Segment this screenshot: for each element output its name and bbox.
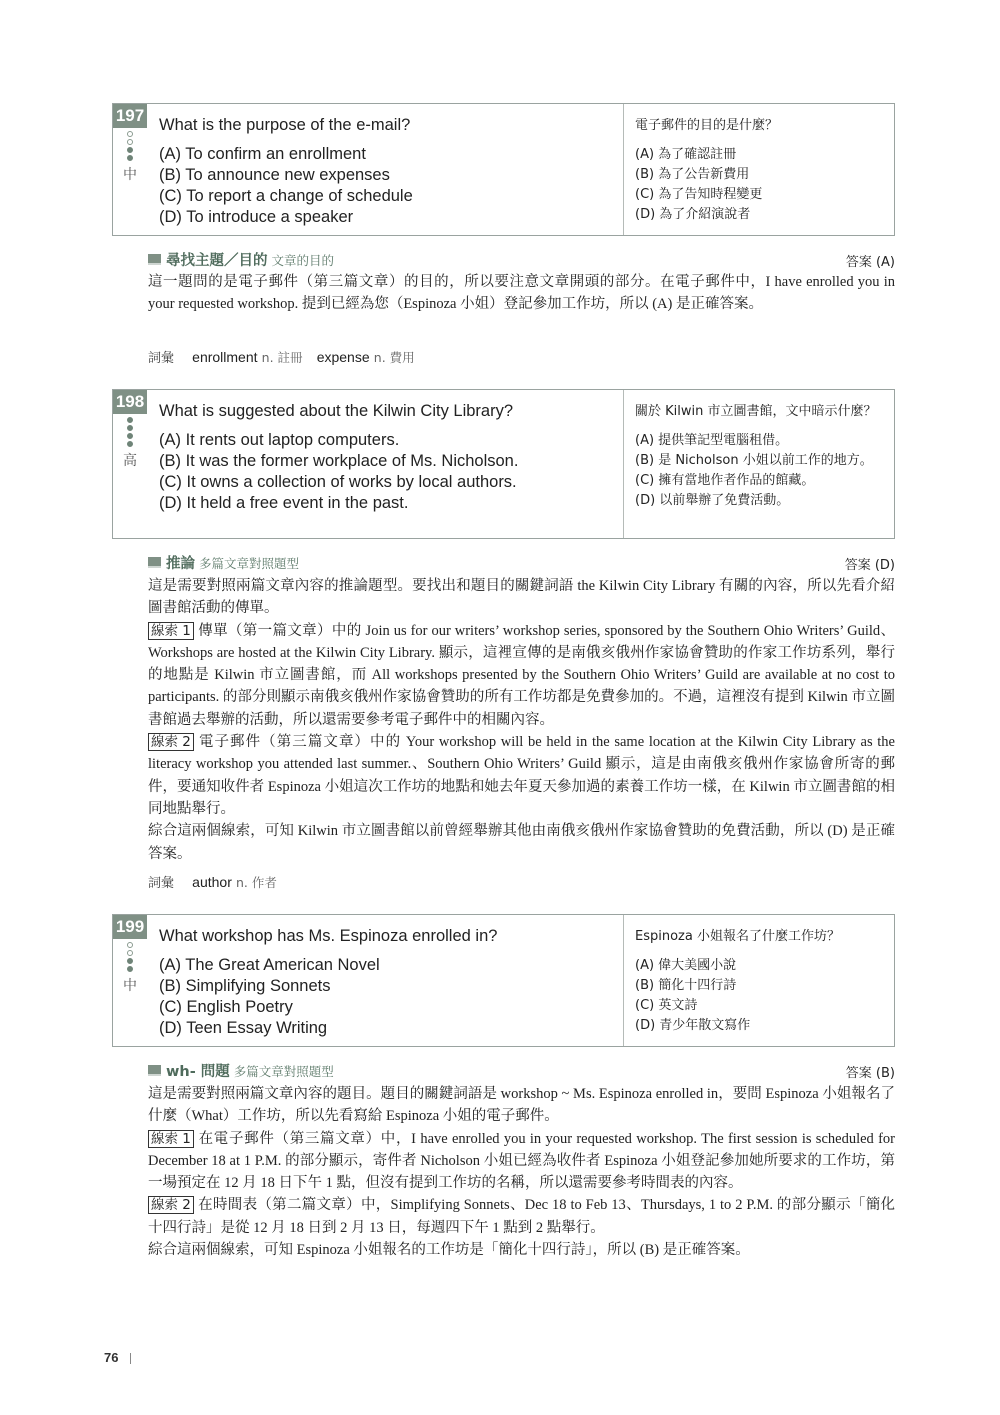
translated-option-a: (A) 提供筆記型電腦租借。 <box>635 433 789 448</box>
question-number: 199 <box>113 915 147 939</box>
difficulty-dot-icon <box>127 958 133 964</box>
explanation-paragraph: 這一題問的是電子郵件（第三篇文章）的目的，所以要注意文章開頭的部分。在電子郵件中，I have enrolled you in your requested workshop. 提到已經為您（Espinoza 小姐）登記參加工作坊，所以 (A) 是正確答案。 <box>148 274 895 313</box>
chinese-translation <box>635 927 885 1036</box>
explanation-header-198 <box>148 552 895 572</box>
explanation-198 <box>148 575 895 865</box>
difficulty-label: 中 <box>123 167 137 183</box>
column-divider <box>623 104 624 235</box>
translated-question: Espinoza 小姐報名了什麼工作坊？ <box>635 929 840 944</box>
clue-text: 電子郵件（第三篇文章）中的 Your workshop will be held in the same location at the Kilwin City Library as the literacy workshop you attended last summer.、Southern Ohio Writers’ Guild 顯示，這是由南俄亥俄州作家協會所寄的郵件，要通知收件者 Espinoza 小姐這次工作坊的地點和她去年夏天參加過的素養工作坊一樣，在 Kilwin 市立圖書館的相同地點舉行。 <box>148 734 895 817</box>
clue-paragraph <box>148 1128 895 1195</box>
translated-option-a: (A) 為了確認註冊 <box>635 147 737 162</box>
clue-text: 傳單（第一篇文章）中的 Join us for our writers’ workshop series, sponsored by the Southern Ohio Writers’ Guild、Workshops are hosted at the Kilwin City Library. 顯示，這裡宣傳的是南俄亥俄州作家協會贊助的作家工作坊系列，舉行的地點是 Kilwin 市立圖書館，而 All workshops presented by the Southern Ohio Writers’ Guild are available at no cost to participants. 的部分則顯示南俄亥俄州作家協會贊助的所有工作坊都是免費參加的。不過，這裡沒有提到 Kilwin 市立圖書館過去舉辦的活動，所以還需要參考電子郵件中的相關內容。 <box>148 622 895 728</box>
question-box-198 <box>112 389 895 539</box>
option-a: (A) The Great American Novel <box>159 956 380 974</box>
translated-option-b: (B) 是 Nicholson 小姐以前工作的地方。 <box>635 453 873 468</box>
question-text: What workshop has Ms. Espinoza enrolled in? <box>159 927 498 945</box>
option-c: (C) To report a change of schedule <box>159 187 413 205</box>
option-c: (C) It owns a collection of works by local authors. <box>159 473 517 491</box>
section-marker-icon <box>148 1065 161 1076</box>
translated-question: 關於 Kilwin 市立圖書館，文中暗示什麼？ <box>635 404 877 419</box>
difficulty-indicator <box>113 416 147 470</box>
difficulty-dot-icon <box>127 155 133 161</box>
clue-text: 在電子郵件（第三篇文章）中，I have enrolled you in your requested workshop. The first session is scheduled for December 18 at 1 P.M. 的部分顯示，寄件者 Nicholson 小姐已經為收件者 Espinoza 小姐登記參加她所要求的工作坊，第一場預定在 12 月 18 日下午 1 點，但沒有提到工作坊的名稱，所以還需要參考時間表的內容。 <box>148 1130 895 1192</box>
vocab-word: expense <box>316 349 370 365</box>
translated-option-a: (A) 偉大美國小說 <box>635 958 737 973</box>
question-category-sub: 多篇文章對照題型 <box>233 1063 334 1079</box>
translated-option-b: (B) 為了公告新費用 <box>635 167 750 182</box>
translated-question: 電子郵件的目的是什麼？ <box>635 118 779 133</box>
difficulty-indicator <box>113 130 147 184</box>
option-b: (B) Simplifying Sonnets <box>159 977 331 995</box>
question-box-199 <box>112 914 895 1047</box>
explanation-intro: 這是需要對照兩篇文章內容的題目。題目的關鍵詞語是 workshop ~ Ms. Espinoza enrolled in，要問 Espinoza 小姐報名了什麼（What）工作坊，所以先看寫給 Espinoza 小姐的電子郵件。 <box>148 1086 895 1125</box>
section-marker-icon <box>148 557 161 568</box>
question-category: wh- 問題 <box>166 1064 230 1080</box>
question-box-197 <box>112 103 895 236</box>
clue-label: 線索 2 <box>148 733 194 751</box>
clue-paragraph <box>148 1194 895 1239</box>
column-divider <box>623 390 624 538</box>
vocab-meaning: n. 註冊 <box>261 350 303 365</box>
option-d: (D) Teen Essay Writing <box>159 1019 328 1037</box>
difficulty-label: 高 <box>123 453 137 469</box>
vocabulary-label: 詞彙 <box>148 351 175 366</box>
option-b: (B) To announce new expenses <box>159 166 390 184</box>
page-number-divider <box>130 1353 131 1364</box>
question-number: 198 <box>113 390 147 414</box>
chinese-translation <box>635 402 885 511</box>
option-b: (B) It was the former workplace of Ms. Nicholson. <box>159 452 519 470</box>
answer-label: 答案 (A) <box>845 255 895 270</box>
clue-text: 在時間表（第二篇文章）中，Simplifying Sonnets、Dec 18 to Feb 13、Thursdays, 1 to 2 P.M. 的部分顯示「簡化十四行詩」是從 12 月 18 日到 2 月 13 日，每週四下午 1 點到 2 點舉行。 <box>148 1197 895 1236</box>
chinese-translation <box>635 116 885 225</box>
explanation-197 <box>148 271 895 316</box>
english-question <box>159 402 614 514</box>
difficulty-indicator <box>113 941 147 995</box>
vocab-word: enrollment <box>192 349 258 365</box>
explanation-header-199 <box>148 1060 895 1080</box>
question-number: 197 <box>113 104 147 128</box>
answer-label: 答案 (B) <box>845 1066 895 1081</box>
explanation-conclusion: 綜合這兩個線索，可知 Kilwin 市立圖書館以前曾經舉辦其他由南俄亥俄州作家協會贊助的免費活動，所以 (D) 是正確答案。 <box>148 823 895 862</box>
option-d: (D) It held a free event in the past. <box>159 494 409 512</box>
clue-label: 線索 1 <box>148 622 194 640</box>
difficulty-dot-icon <box>127 942 133 948</box>
difficulty-dot-icon <box>127 147 133 153</box>
english-question <box>159 927 614 1039</box>
translated-option-b: (B) 簡化十四行詩 <box>635 978 737 993</box>
question-text: What is the purpose of the e-mail? <box>159 116 411 134</box>
clue-paragraph <box>148 620 895 731</box>
translated-option-d: (D) 為了介紹演說者 <box>635 207 751 222</box>
difficulty-dot-icon <box>127 425 133 431</box>
question-text: What is suggested about the Kilwin City Library? <box>159 402 514 420</box>
difficulty-dot-icon <box>127 417 133 423</box>
explanation-199 <box>148 1083 895 1261</box>
vocab-meaning: n. 費用 <box>373 350 415 365</box>
section-marker-icon <box>148 254 161 265</box>
clue-paragraph <box>148 731 895 820</box>
difficulty-dot-icon <box>127 433 133 439</box>
option-d: (D) To introduce a speaker <box>159 208 354 226</box>
option-c: (C) English Poetry <box>159 998 293 1016</box>
translated-option-c: (C) 英文詩 <box>635 998 698 1013</box>
clue-label: 線索 1 <box>148 1130 194 1148</box>
option-a: (A) To confirm an enrollment <box>159 145 366 163</box>
translated-option-d: (D) 以前舉辦了免費活動。 <box>635 493 790 508</box>
vocabulary-197 <box>148 347 425 366</box>
vocabulary-label: 詞彙 <box>148 876 175 891</box>
explanation-intro: 這是需要對照兩篇文章內容的推論題型。要找出和題目的關鍵詞語 the Kilwin City Library 有關的內容，所以先看介紹圖書館活動的傳單。 <box>148 578 895 617</box>
explanation-header-197 <box>148 249 895 269</box>
page-number: 76 <box>104 1350 119 1365</box>
question-category-sub: 多篇文章對照題型 <box>199 555 300 571</box>
option-a: (A) It rents out laptop computers. <box>159 431 400 449</box>
translated-option-c: (C) 擁有當地作者作品的館藏。 <box>635 473 815 488</box>
translated-option-c: (C) 為了告知時程變更 <box>635 187 763 202</box>
vocab-meaning: n. 作者 <box>236 875 277 890</box>
question-category: 尋找主題／目的 <box>166 253 268 269</box>
translated-option-d: (D) 青少年散文寫作 <box>635 1018 751 1033</box>
difficulty-dot-icon <box>127 139 133 145</box>
difficulty-dot-icon <box>127 966 133 972</box>
explanation-conclusion: 綜合這兩個線索，可知 Espinoza 小姐報名的工作坊是「簡化十四行詩」，所以 (B) 是正確答案。 <box>148 1242 750 1259</box>
difficulty-dot-icon <box>127 131 133 137</box>
column-divider <box>623 915 624 1046</box>
difficulty-dot-icon <box>127 950 133 956</box>
question-category-sub: 文章的目的 <box>271 252 335 268</box>
clue-label: 線索 2 <box>148 1196 194 1214</box>
answer-label: 答案 (D) <box>844 558 895 573</box>
difficulty-label: 中 <box>123 978 137 994</box>
vocabulary-198 <box>148 872 287 891</box>
question-category: 推論 <box>166 556 195 572</box>
vocab-word: author <box>192 874 232 890</box>
difficulty-dot-icon <box>127 441 133 447</box>
english-question <box>159 116 614 228</box>
